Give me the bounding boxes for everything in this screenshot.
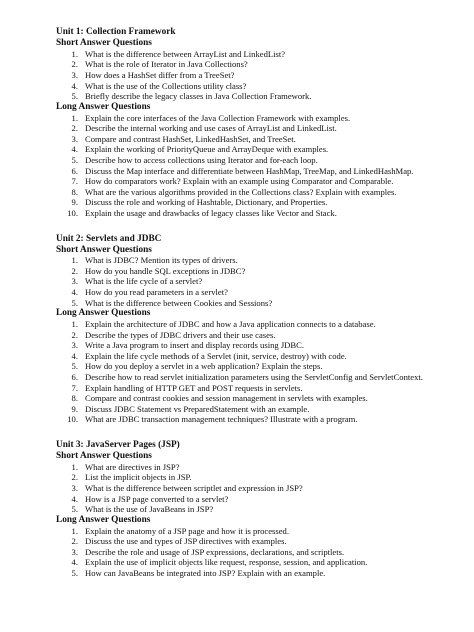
question-number: 8. [71, 186, 78, 197]
question-text: Explain the life cycle methods of a Servlet (init, service, destroy) with code. [85, 350, 347, 361]
question-text: Describe how to read servlet initialization parameters using the ServletConfig and ServletContext. [85, 372, 423, 383]
question-list [56, 113, 454, 219]
question-item [56, 276, 454, 287]
question-list [56, 526, 454, 579]
question-item [56, 383, 454, 394]
question-item [56, 113, 454, 124]
question-text: List the implicit objects in JSP. [85, 472, 192, 483]
question-text: Explain the anatomy of a JSP page and how it is processed. [85, 525, 289, 536]
question-text: Describe the types of JDBC drivers and their use cases. [85, 329, 276, 340]
question-text: What are directives in JSP? [85, 461, 180, 472]
question-text: Write a Java program to insert and display records using JDBC. [85, 340, 304, 351]
question-number: 7. [71, 176, 78, 187]
question-number: 3. [71, 276, 78, 287]
question-number: 1. [71, 525, 78, 536]
question-text: What are JDBC transaction management techniques? Illustrate with a program. [85, 414, 358, 425]
question-item [56, 340, 454, 351]
question-text: Describe how to access collections using Iterator and for-each loop. [85, 154, 318, 165]
question-number: 2. [71, 472, 78, 483]
question-number: 4. [71, 350, 78, 361]
unit-title: Unit 1: Collection Framework [56, 27, 176, 37]
question-number: 1. [71, 461, 78, 472]
question-item [56, 393, 454, 404]
question-text: Discuss the Map interface and differentiate between HashMap, TreeMap, and LinkedHashMap. [85, 165, 414, 176]
question-text: What are the various algorithms provided in the Collections class? Explain with examples. [85, 186, 397, 197]
question-text: What is the life cycle of a servlet? [85, 276, 203, 287]
question-item [56, 298, 454, 309]
question-number: 2. [71, 123, 78, 134]
question-number: 5. [71, 297, 78, 308]
question-text: How do you read parameters in a servlet? [85, 287, 228, 298]
question-number: 10. [67, 207, 78, 218]
question-item [56, 414, 454, 425]
question-text: Describe the role and usage of JSP expressions, declarations, and scriptlets. [85, 546, 345, 557]
question-number: 6. [71, 165, 78, 176]
question-text: What is the use of JavaBeans in JSP? [85, 504, 214, 515]
question-number: 5. [71, 504, 78, 515]
question-item [56, 361, 454, 372]
question-number: 3. [71, 340, 78, 351]
question-item [56, 155, 454, 166]
question-item [56, 372, 454, 383]
question-number: 4. [71, 287, 78, 298]
question-item [56, 287, 454, 298]
question-number: 5. [71, 91, 78, 102]
question-item [56, 472, 454, 483]
question-text: Discuss the role and working of Hashtable, Dictionary, and Properties. [85, 197, 328, 208]
question-text: Briefly describe the legacy classes in Java Collection Framework. [85, 91, 312, 102]
question-number: 2. [71, 329, 78, 340]
question-number: 1. [71, 319, 78, 330]
question-list [56, 462, 454, 515]
question-text: Explain handling of HTTP GET and POST requests in servlets. [85, 382, 303, 393]
question-item [56, 404, 454, 415]
question-text: How can JavaBeans be integrated into JSP? Explain with an example. [85, 567, 326, 578]
question-text: Explain the core interfaces of the Java Collection Framework with examples. [85, 112, 351, 123]
question-number: 2. [71, 265, 78, 276]
unit-title: Unit 3: JavaServer Pages (JSP) [56, 440, 180, 450]
question-text: What is JDBC? Mention its types of drivers. [85, 255, 238, 266]
question-number: 5. [71, 154, 78, 165]
question-number: 2. [71, 536, 78, 547]
question-text: Compare and contrast cookies and session management in servlets with examples. [85, 393, 368, 404]
question-number: 8. [71, 393, 78, 404]
question-text: How do you handle SQL exceptions in JDBC? [85, 265, 246, 276]
question-text: What is the use of the Collections utility class? [85, 80, 247, 91]
unit-block [56, 234, 454, 426]
question-text: What is the difference between scriptlet and expression in JSP? [85, 482, 303, 493]
question-item [56, 81, 454, 92]
unit-block [56, 27, 454, 219]
question-item [56, 134, 454, 145]
question-number: 2. [71, 59, 78, 70]
question-list [56, 255, 454, 308]
question-text: How do comparators work? Explain with an example using Comparator and Comparable. [85, 176, 394, 187]
question-item [56, 197, 454, 208]
question-text: Explain the usage and drawbacks of legacy classes like Vector and Stack. [85, 207, 337, 218]
question-item [56, 91, 454, 102]
question-text: Explain the working of PriorityQueue and ArrayDeque with examples. [85, 144, 329, 155]
question-text: How do you deploy a servlet in a web application? Explain the steps. [85, 361, 323, 372]
question-number: 4. [71, 80, 78, 91]
question-item [56, 536, 454, 547]
question-number: 3. [71, 133, 78, 144]
question-text: Explain the architecture of JDBC and how a Java application connects to a database. [85, 319, 376, 330]
unit-block [56, 440, 454, 579]
question-number: 1. [71, 48, 78, 59]
question-item [56, 462, 454, 473]
question-number: 7. [71, 382, 78, 393]
question-item [56, 144, 454, 155]
question-item [56, 494, 454, 505]
question-number: 6. [71, 372, 78, 383]
question-list [56, 319, 454, 425]
question-number: 4. [71, 144, 78, 155]
question-number: 4. [71, 493, 78, 504]
question-item [56, 59, 454, 70]
question-number: 10. [67, 414, 78, 425]
section-title: Short Answer Questions [56, 244, 152, 255]
question-item [56, 483, 454, 494]
section-title: Long Answer Questions [56, 514, 151, 525]
question-text: How is a JSP page converted to a servlet? [85, 493, 229, 504]
unit-title: Unit 2: Servlets and JDBC [56, 233, 162, 244]
question-number: 3. [71, 482, 78, 493]
question-item [56, 557, 454, 568]
question-item [56, 176, 454, 187]
question-item [56, 568, 454, 579]
question-text: Explain the use of implicit objects like request, response, session, and application. [85, 557, 368, 568]
question-item [56, 70, 454, 81]
question-item [56, 526, 454, 537]
question-item [56, 351, 454, 362]
section-title: Short Answer Questions [56, 38, 152, 48]
question-item [56, 208, 454, 219]
question-item [56, 255, 454, 266]
question-item [56, 266, 454, 277]
question-text: What is the difference between ArrayList and LinkedList? [85, 48, 286, 59]
question-text: Discuss the use and types of JSP directives with examples. [85, 536, 287, 547]
section-title: Long Answer Questions [56, 101, 151, 112]
question-number: 4. [71, 557, 78, 568]
question-number: 1. [71, 112, 78, 123]
question-item [56, 49, 454, 60]
question-number: 5. [71, 361, 78, 372]
section-title: Long Answer Questions [56, 308, 151, 319]
question-number: 1. [71, 255, 78, 266]
question-text: How does a HashSet differ from a TreeSet? [85, 69, 235, 80]
question-text: Discuss JDBC Statement vs PreparedStatement with an example. [85, 403, 310, 414]
question-number: 5. [71, 567, 78, 578]
question-item [56, 166, 454, 177]
question-item [56, 123, 454, 134]
question-text: What is the role of Iterator in Java Collections? [85, 59, 248, 70]
question-item [56, 187, 454, 198]
question-text: Describe the internal working and use cases of ArrayList and LinkedList. [85, 123, 337, 134]
question-number: 3. [71, 546, 78, 557]
question-number: 9. [71, 403, 78, 414]
question-item [56, 504, 454, 515]
section-title: Short Answer Questions [56, 451, 152, 461]
question-number: 9. [71, 197, 78, 208]
question-item [56, 547, 454, 558]
question-list [56, 49, 454, 102]
question-number: 3. [71, 69, 78, 80]
question-item [56, 319, 454, 330]
question-item [56, 330, 454, 341]
question-text: What is the difference between Cookies and Sessions? [85, 297, 273, 308]
question-text: Compare and contrast HashSet, LinkedHashSet, and TreeSet. [85, 133, 296, 144]
